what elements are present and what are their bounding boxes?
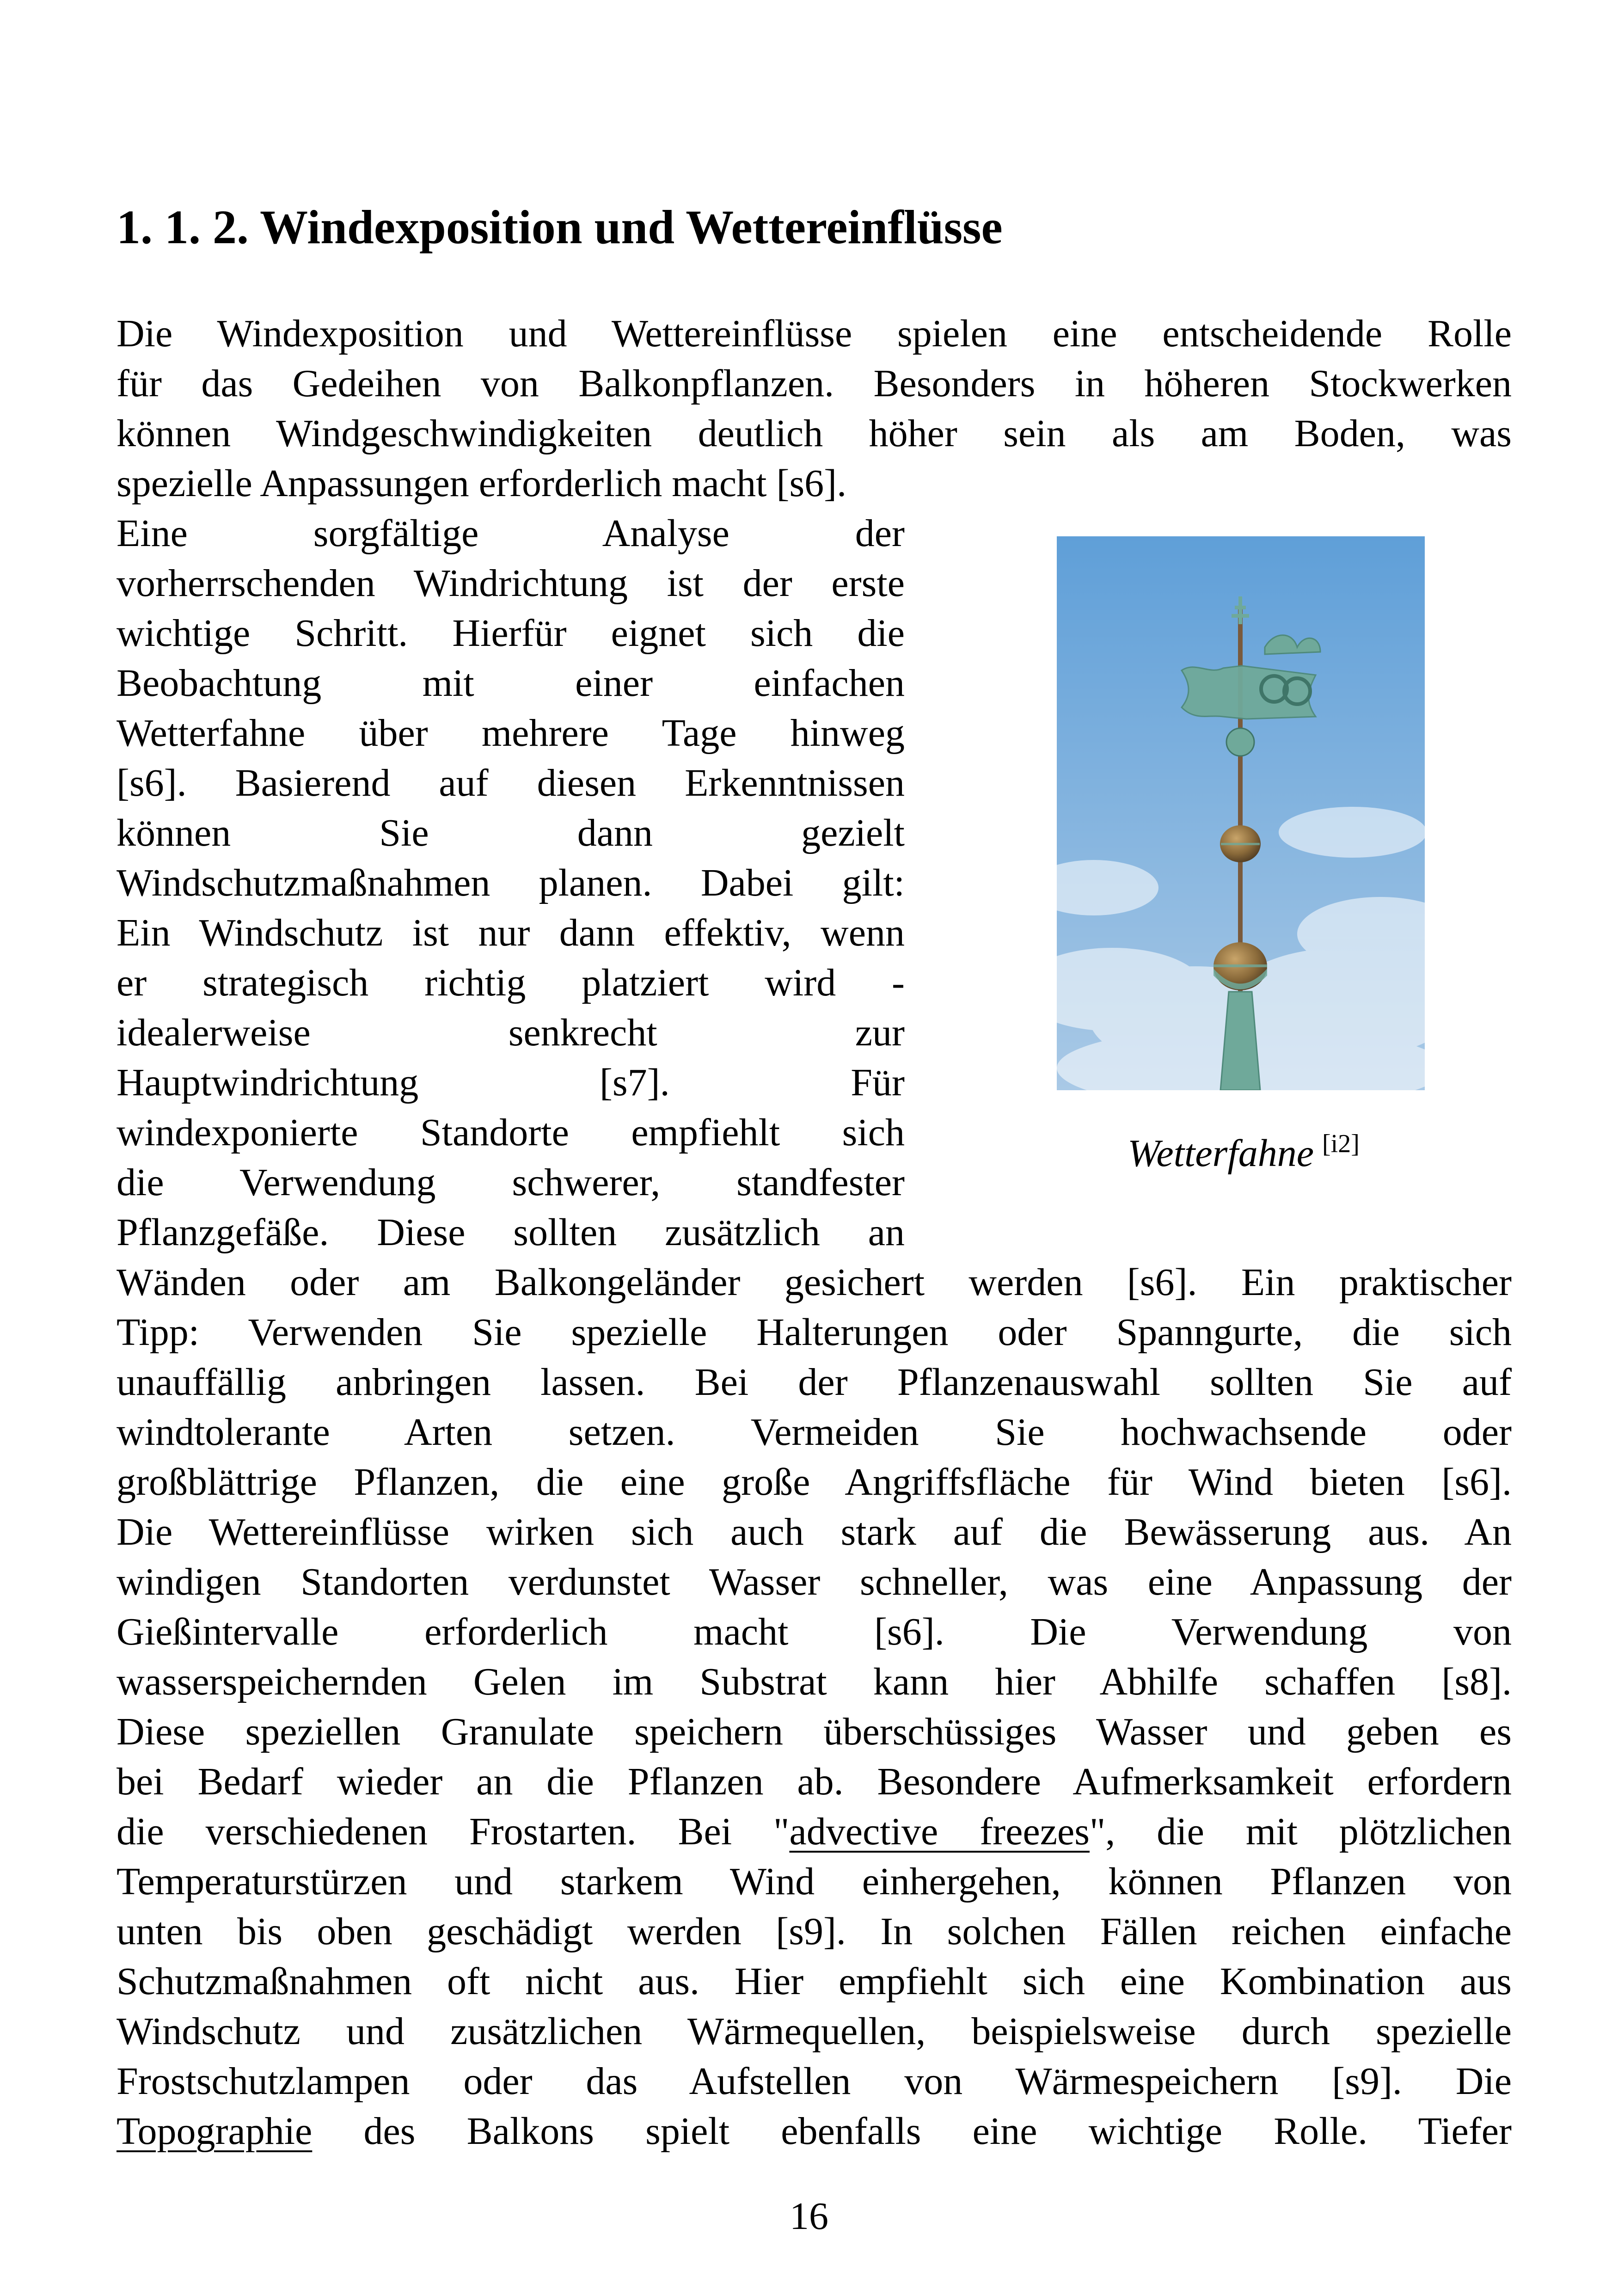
text-line: wasserspeichernden Gelen im Substrat kann hier Abhilfe schaffen [s8]. <box>116 1660 1512 1703</box>
text-line-with-link <box>116 1807 1512 1857</box>
text-line: Windschutz und zusätzlichen Wärmequellen, beispielsweise durch spezielle <box>116 2010 1512 2053</box>
text-line: für das Gedeihen von Balkonpflanzen. Besonders in höheren Stockwerken <box>116 362 1512 405</box>
text-line: können Windgeschwindigkeiten deutlich höher sein als am Boden, was <box>116 412 1512 455</box>
page-number: 16 <box>790 2195 828 2238</box>
text-line: unten bis oben geschädigt werden [s9]. In solchen Fällen reichen einfache <box>116 1910 1512 1953</box>
text-line: Temperaturstürzen und starkem Wind einhergehen, können Pflanzen von <box>116 1860 1512 1903</box>
figure-caption <box>1040 1119 1447 1179</box>
text-line: Tipp: Verwenden Sie spezielle Halterungen oder Spanngurte, die sich <box>116 1311 1512 1354</box>
text-line: können Sie dann gezielt <box>116 811 905 854</box>
link-topographie[interactable]: Topographie <box>116 2110 313 2153</box>
text-fragment: ", die mit plötzlichen <box>1089 1810 1512 1853</box>
text-line: Die Windexposition und Wettereinflüsse spielen eine entscheidende Rolle <box>116 312 1512 355</box>
text-line: Ein Windschutz ist nur dann effektiv, wenn <box>116 911 905 954</box>
text-line: Eine sorgfältige Analyse der <box>116 512 905 555</box>
caption-text: Wetterfahne <box>1128 1132 1314 1175</box>
image-reference: [i2] <box>1322 1130 1360 1158</box>
weather-vane-image <box>1057 536 1425 1090</box>
text-line: Die Wettereinflüsse wirken sich auch stark auf die Bewässerung aus. An <box>116 1510 1512 1553</box>
text-line: Beobachtung mit einer einfachen <box>116 662 905 705</box>
text-line: Frostschutzlampen oder das Aufstellen von Wärmespeichern [s9]. Die <box>116 2060 1512 2103</box>
text-line: er strategisch richtig platziert wird - <box>116 961 905 1004</box>
text-line: spezielle Anpassungen erforderlich macht [s6]. <box>116 462 847 505</box>
text-line: großblättrige Pflanzen, die eine große Angriffsfläche für Wind bieten [s6]. <box>116 1461 1512 1504</box>
text-line: bei Bedarf wieder an die Pflanzen ab. Besondere Aufmerksamkeit erfordern <box>116 1760 1512 1803</box>
text-line: unauffällig anbringen lassen. Bei der Pflanzenauswahl sollten Sie auf <box>116 1361 1512 1404</box>
link-advective-freezes[interactable]: advective freezes <box>789 1810 1090 1853</box>
text-fragment: die verschiedenen Frostarten. Bei " <box>116 1810 790 1853</box>
text-line: Schutzmaßnahmen oft nicht aus. Hier empfiehlt sich eine Kombination aus <box>116 1960 1512 2003</box>
text-line: windexponierte Standorte empfiehlt sich <box>116 1111 905 1154</box>
text-fragment: des Balkons spielt ebenfalls eine wichtige Rolle. Tiefer <box>312 2110 1512 2153</box>
text-line: Gießintervalle erforderlich macht [s6]. Die Verwendung von <box>116 1610 1512 1653</box>
text-line: windigen Standorten verdunstet Wasser schneller, was eine Anpassung der <box>116 1560 1512 1603</box>
text-line: Windschutzmaßnahmen planen. Dabei gilt: <box>116 861 905 904</box>
text-line: vorherrschenden Windrichtung ist der erste <box>116 562 905 605</box>
text-line: Diese speziellen Granulate speichern überschüssiges Wasser und geben es <box>116 1710 1512 1753</box>
section-heading: 1. 1. 2. Windexposition und Wettereinflüsse <box>116 201 1003 254</box>
text-line: Hauptwindrichtung [s7]. Für <box>116 1061 905 1104</box>
text-line: Pflanzgefäße. Diese sollten zusätzlich an <box>116 1211 905 1254</box>
text-line: windtolerante Arten setzen. Vermeiden Sie hochwachsende oder <box>116 1411 1512 1454</box>
text-line: Wänden oder am Balkongeländer gesichert werden [s6]. Ein praktischer <box>116 1261 1512 1304</box>
text-line-with-link <box>116 2106 1512 2156</box>
text-line: die Verwendung schwerer, standfester <box>116 1161 905 1204</box>
text-line: wichtige Schritt. Hierfür eignet sich die <box>116 612 905 655</box>
text-line: Wetterfahne über mehrere Tage hinweg <box>116 712 905 755</box>
text-line: [s6]. Basierend auf diesen Erkenntnissen <box>116 761 905 804</box>
text-line: idealerweise senkrecht zur <box>116 1011 905 1054</box>
